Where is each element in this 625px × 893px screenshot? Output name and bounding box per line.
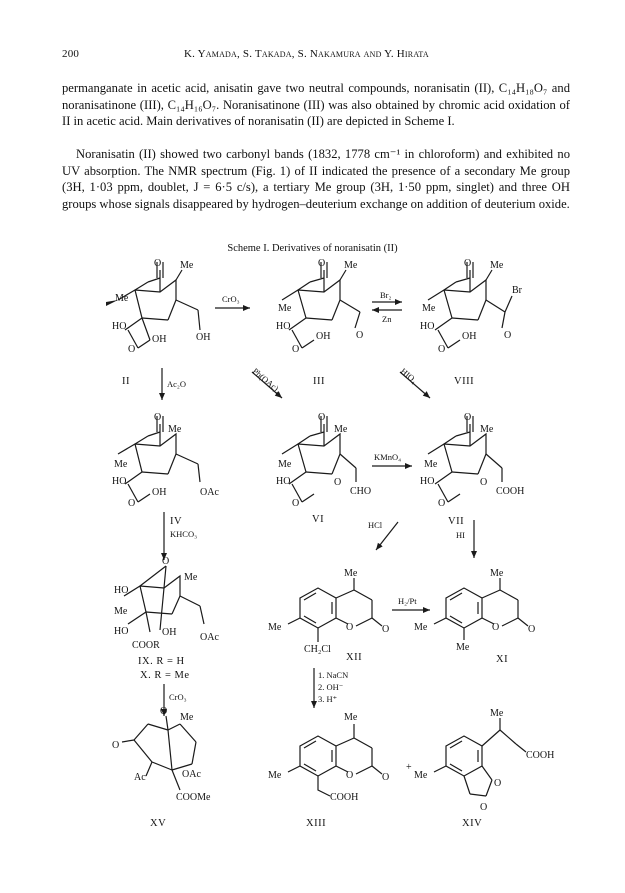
atom-label: O xyxy=(334,477,342,488)
compound-label: XII xyxy=(346,652,363,663)
compound-label: III xyxy=(313,376,325,387)
atom-label: Me xyxy=(490,568,504,579)
atom-label: CH₂Cl xyxy=(304,644,331,655)
atom-label: HO xyxy=(276,321,291,332)
compound-label: XIII xyxy=(306,818,327,829)
structure-XIV xyxy=(414,708,554,813)
atom-label: HO xyxy=(276,476,291,487)
atom-label: OAc xyxy=(200,487,219,498)
reagent-label: 1. NaCN xyxy=(318,670,349,680)
atom-label: OH xyxy=(196,332,211,343)
atom-label: O xyxy=(292,344,300,355)
atom-label: O xyxy=(160,706,168,717)
atom-label: O xyxy=(382,772,390,783)
atom-label: OH xyxy=(462,331,477,342)
atom-label: O xyxy=(346,622,354,633)
atom-label: Me xyxy=(180,260,194,271)
atom-label: Me xyxy=(115,293,129,304)
reagent-label: Ac₂O xyxy=(167,379,187,389)
structure-II xyxy=(106,258,210,355)
reagent-label: 2. OH⁻ xyxy=(318,682,344,692)
atom-label: Me xyxy=(422,303,436,314)
reagent-label: Br₂ xyxy=(380,290,392,300)
atom-label: O xyxy=(528,624,536,635)
atom-label: COOMe xyxy=(176,792,211,803)
paragraph-1: permanganate in acetic acid, anisatin gave two neutral compounds, noranisatin (II), C₁₄H₁₈O₇ and noranisatinone (III), C₁₄H₁₆O₇. Noranisatinone (III) was also obtained by chromic acid oxidation of II in acetic acid. Main derivatives of noranisatin (II) are depicted in Scheme I. xyxy=(62,81,570,129)
atom-label: OH xyxy=(152,334,167,345)
compound-label: XV xyxy=(150,818,167,829)
atom-label: O xyxy=(112,740,120,751)
compound-label: IX. R = H xyxy=(138,656,185,667)
atom-label: O xyxy=(318,412,326,423)
atom-label: HO xyxy=(420,321,435,332)
atom-label: O xyxy=(438,498,446,509)
reagent-label: Zn xyxy=(382,314,392,324)
atom-label: Me xyxy=(268,770,282,781)
compound-label: VIII xyxy=(454,376,475,387)
page-number: 200 xyxy=(62,48,80,60)
atom-label: O xyxy=(346,770,354,781)
atom-label: HO xyxy=(114,585,129,596)
atom-label: Me xyxy=(114,459,128,470)
scheme-title: Scheme I. Derivatives of noranisatin (II) xyxy=(227,243,398,254)
structure-IV xyxy=(112,412,219,509)
structure-VII xyxy=(420,412,524,509)
atom-label: O xyxy=(504,330,512,341)
atom-label: OAc xyxy=(182,769,201,780)
structure-IX-X xyxy=(114,556,219,651)
structure-VI xyxy=(276,412,371,509)
atom-label: Me xyxy=(184,572,198,583)
paragraph-2: Noranisatin (II) showed two carbonyl bands (1832, 1778 cm⁻¹ in chloroform) and exhibited no UV absorption. The NMR spectrum (Fig. 1) of II indicated the presence of a secondary Me group (3H, 1·03 ppm, doublet, J = 6·5 c/s), a tertiary Me group (3H, 1·50 ppm, singlet) and three OH groups whose signals disappeared by hydrogen–deuterium exchange on addition of deuterium oxide. xyxy=(62,147,570,211)
atom-label: COOH xyxy=(526,750,555,761)
atom-label: Br xyxy=(512,285,522,296)
structure-XII xyxy=(268,568,389,655)
atom-label: O xyxy=(464,412,472,423)
atom-label: Me xyxy=(414,770,428,781)
compound-label: XI xyxy=(496,654,509,665)
reagent-label: HIO₄ xyxy=(398,365,419,386)
atom-label: O xyxy=(480,477,488,488)
plus-sign: + xyxy=(406,762,412,773)
atom-label: O xyxy=(480,802,488,813)
atom-label: HO xyxy=(420,476,435,487)
atom-label: Me xyxy=(344,568,358,579)
atom-label: O xyxy=(356,330,364,341)
atom-label: O xyxy=(128,344,136,355)
structure-XI xyxy=(414,568,535,653)
atom-label: Me xyxy=(278,459,292,470)
atom-label: Ac xyxy=(134,772,146,783)
structure-III xyxy=(276,258,363,355)
atom-label: Me xyxy=(114,606,128,617)
atom-label: O xyxy=(292,498,300,509)
reagent-label: CrO₃ xyxy=(169,692,187,702)
atom-label: COOH xyxy=(496,486,525,497)
atom-label: OH xyxy=(152,487,167,498)
atom-label: Me xyxy=(334,424,348,435)
compound-label: VII xyxy=(448,516,465,527)
structure-XV xyxy=(112,706,211,803)
atom-label: O xyxy=(492,622,500,633)
atom-label: HO xyxy=(112,476,127,487)
atom-label: Me xyxy=(490,260,504,271)
atom-label: O xyxy=(438,344,446,355)
atom-label: Me xyxy=(424,459,438,470)
atom-label: Me xyxy=(168,424,182,435)
atom-label: HO xyxy=(112,321,127,332)
reagent-label: Pb(OAc)₄ xyxy=(250,365,283,396)
atom-label: Me xyxy=(344,260,358,271)
atom-label: Me xyxy=(414,622,428,633)
atom-label: Me xyxy=(278,303,292,314)
compound-label: IV xyxy=(170,516,183,527)
reagent-label: KHCO₃ xyxy=(170,529,198,539)
reagent-label: 3. H⁺ xyxy=(318,694,338,704)
atom-label: Me xyxy=(480,424,494,435)
compound-label: XIV xyxy=(462,818,483,829)
atom-label: Me xyxy=(456,642,470,653)
reagent-label: HCl xyxy=(368,520,383,530)
reagent-label: KMnO₄ xyxy=(374,452,402,462)
atom-label: O xyxy=(128,498,136,509)
atom-label: Me xyxy=(180,712,194,723)
atom-label: OH xyxy=(162,627,177,638)
atom-label: Me xyxy=(268,622,282,633)
atom-label: HO xyxy=(114,626,129,637)
atom-label: O xyxy=(382,624,390,635)
atom-label: O xyxy=(318,258,326,269)
atom-label: O xyxy=(154,258,162,269)
compound-label: X. R = Me xyxy=(140,670,190,681)
atom-label: O xyxy=(464,258,472,269)
structure-XIII xyxy=(268,712,389,803)
reagent-label: H₂/Pt xyxy=(398,596,417,606)
atom-label: OAc xyxy=(200,632,219,643)
atom-label: Me xyxy=(490,708,504,719)
atom-label: CHO xyxy=(350,486,372,497)
atom-label: OH xyxy=(316,331,331,342)
running-authors: K. Yamada, S. Takada, S. Nakamura and Y. Hirata xyxy=(184,48,429,60)
atom-label: COOR xyxy=(132,640,160,651)
atom-label: O xyxy=(154,412,162,423)
compound-label: II xyxy=(122,376,130,387)
structure-VIII xyxy=(420,258,523,355)
reagent-label: CrO₃ xyxy=(222,294,240,304)
atom-label: Me xyxy=(344,712,358,723)
atom-label: COOH xyxy=(330,792,359,803)
atom-label: O xyxy=(162,556,170,567)
compound-label: VI xyxy=(312,514,325,525)
reagent-label: HI xyxy=(456,530,465,540)
atom-label: O xyxy=(494,778,502,789)
